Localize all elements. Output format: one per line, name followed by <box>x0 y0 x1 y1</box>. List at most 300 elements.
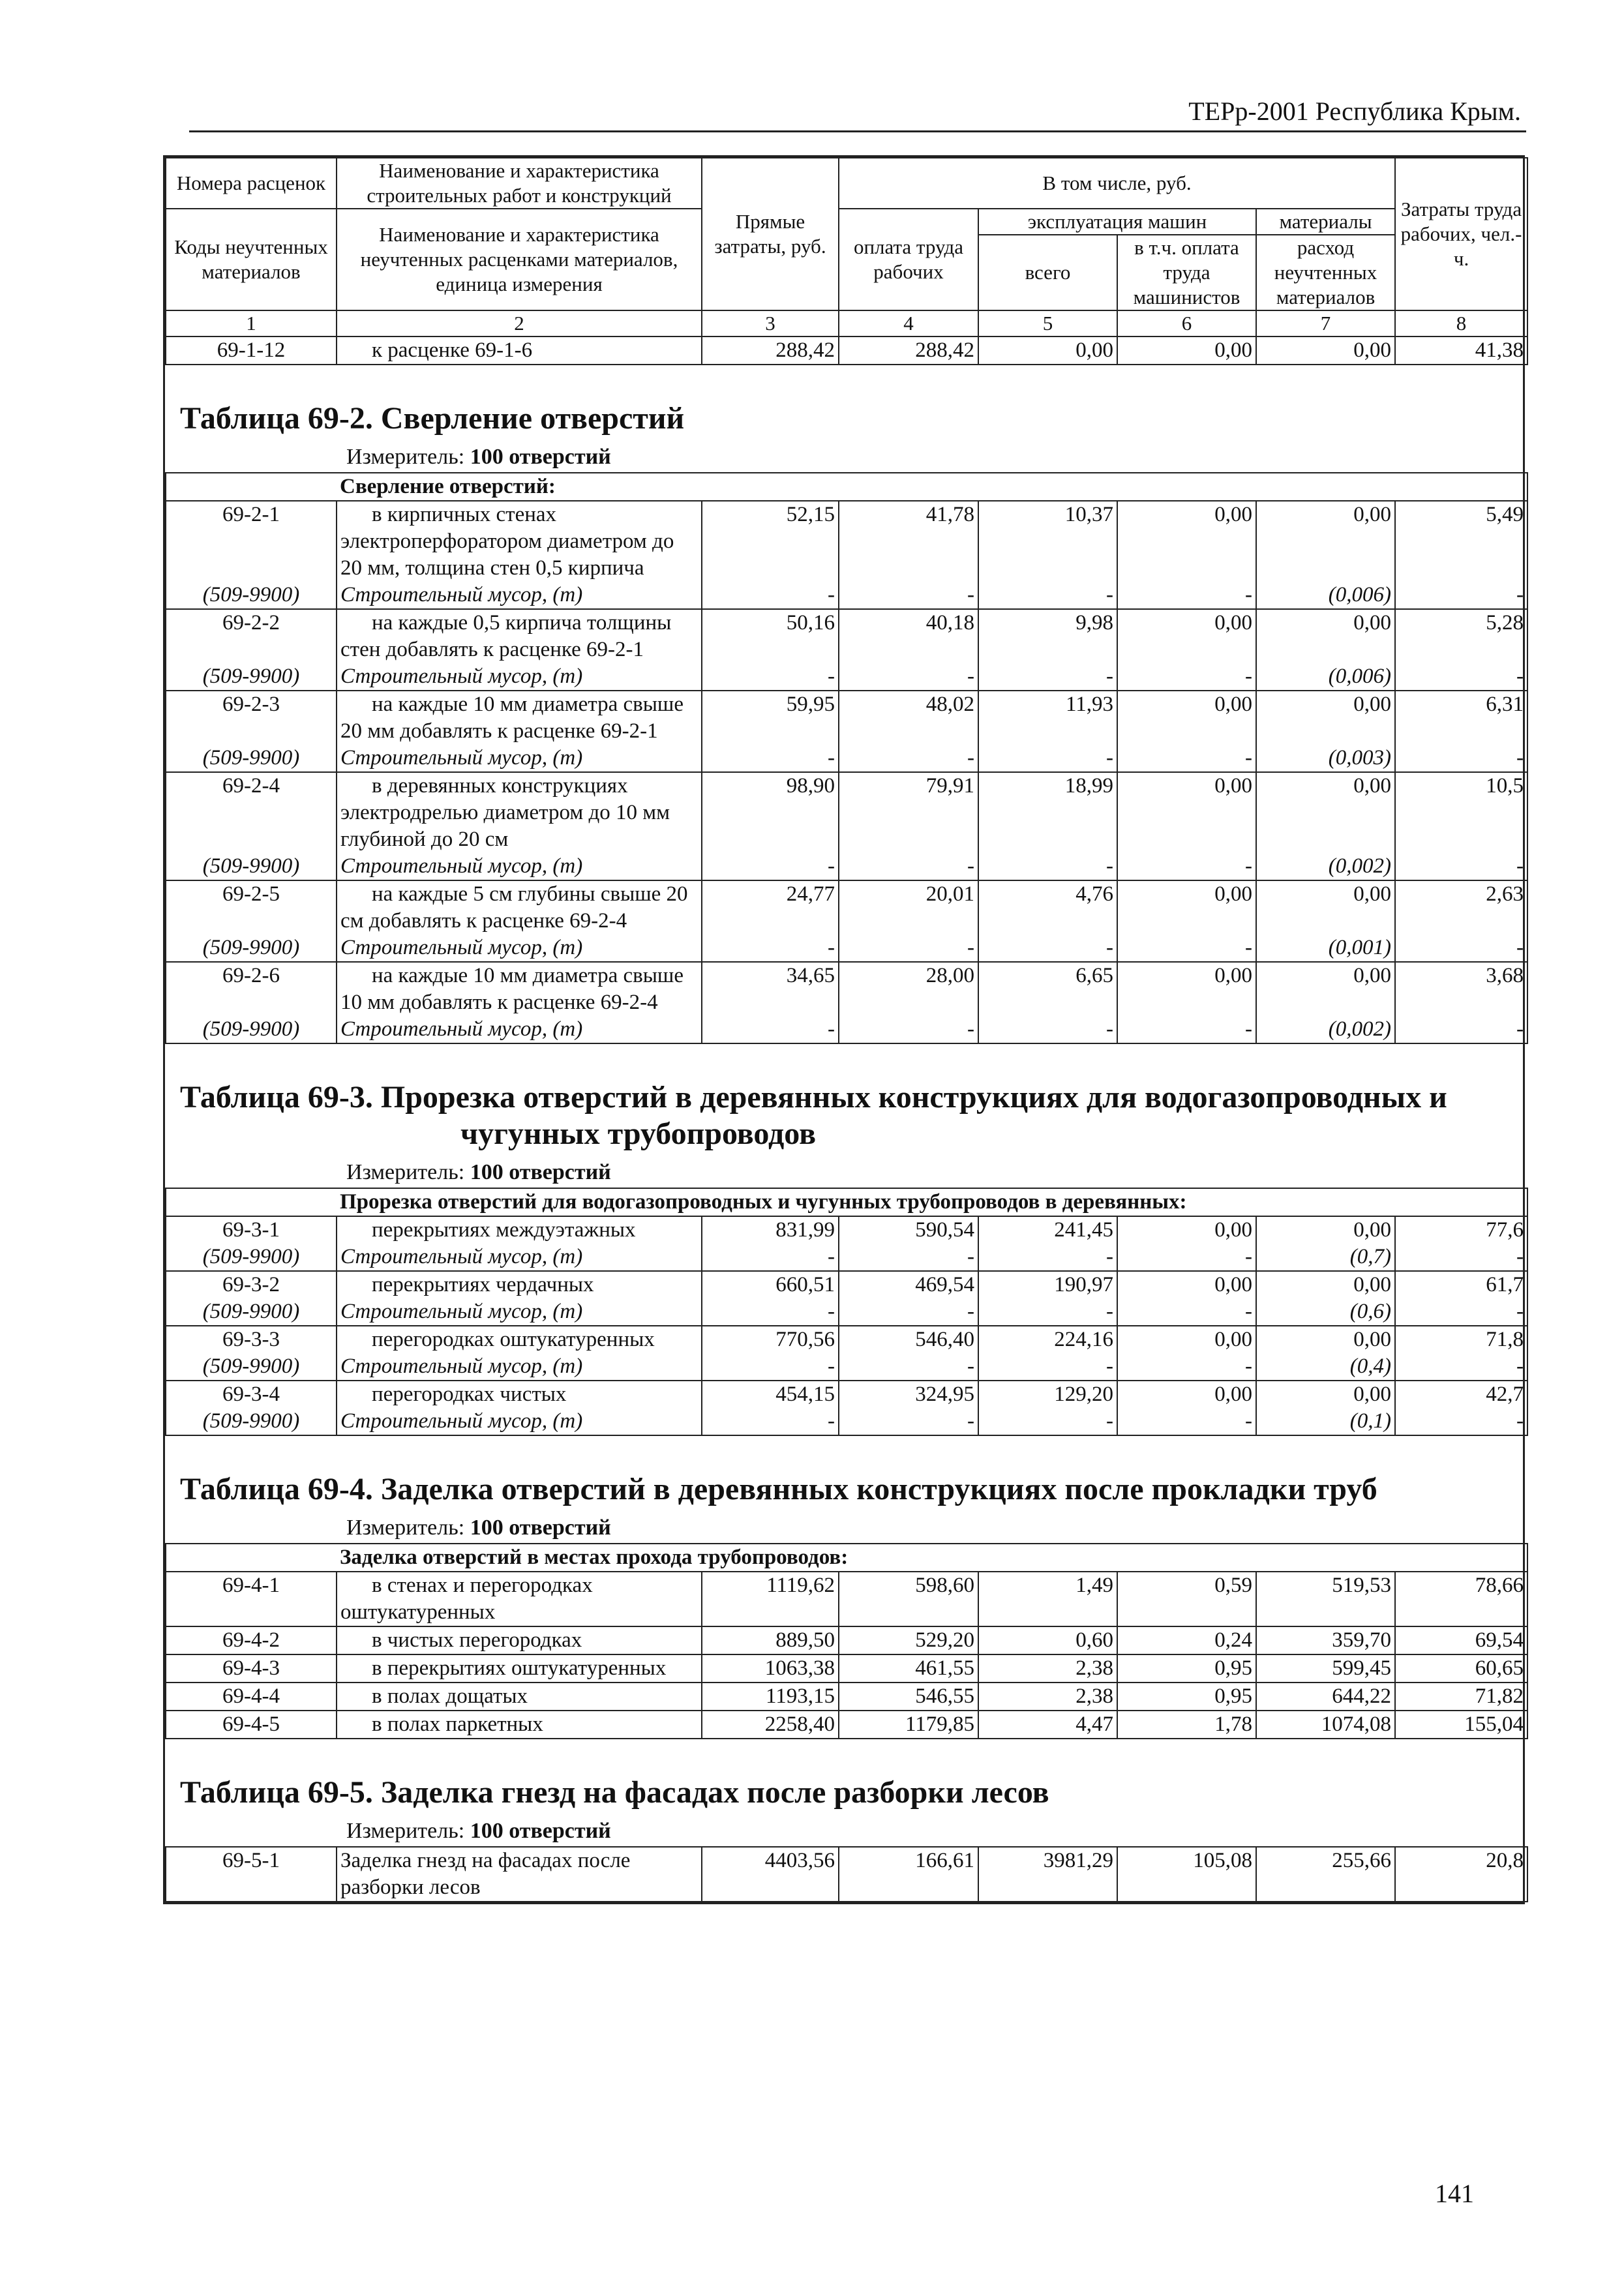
table-row <box>166 962 1527 1016</box>
col-workers-pay-header: оплата труда рабочих <box>839 209 978 310</box>
material-value: (0,006) <box>1256 663 1395 691</box>
rate-value: 255,66 <box>1256 1847 1395 1902</box>
rate-value: 0,00 <box>1117 501 1256 582</box>
material-code: (509-9900) <box>166 1016 337 1043</box>
rate-value: 1119,62 <box>702 1572 839 1626</box>
measure-label: Измеритель: <box>346 445 465 469</box>
material-value: - <box>978 745 1117 772</box>
rate-value: 41,78 <box>839 501 978 582</box>
material-value: - <box>978 853 1117 880</box>
measure-row <box>166 1816 1527 1847</box>
table-row <box>166 1381 1527 1408</box>
group-row <box>166 1544 1527 1572</box>
rate-value: 155,04 <box>1395 1711 1527 1739</box>
material-value: - <box>839 1353 978 1381</box>
rate-value: 0,00 <box>1117 962 1256 1016</box>
rate-value: 2,63 <box>1395 880 1527 935</box>
column-number: 6 <box>1117 310 1256 337</box>
material-value: - <box>1117 1353 1256 1381</box>
rate-value: 61,7 <box>1395 1271 1527 1298</box>
rate-value: 0,00 <box>1256 962 1395 1016</box>
rate-value: 9,98 <box>978 609 1117 663</box>
rate-value: 50,16 <box>702 609 839 663</box>
material-value: - <box>1117 1016 1256 1043</box>
rate-code: 69-2-4 <box>166 772 337 853</box>
rate-value: 1,49 <box>978 1572 1117 1626</box>
table-row <box>166 1271 1527 1298</box>
material-value: - <box>1117 853 1256 880</box>
material-value: - <box>839 582 978 609</box>
material-value: - <box>839 745 978 772</box>
rate-value: 60,65 <box>1395 1654 1527 1683</box>
table-row <box>166 1847 1527 1902</box>
rate-value: 770,56 <box>702 1326 839 1353</box>
measure-value: 100 отверстий <box>470 1160 611 1184</box>
rate-value: 0,24 <box>1117 1626 1256 1654</box>
material-value: (0,4) <box>1256 1353 1395 1381</box>
material-value: - <box>702 1298 839 1326</box>
page-header <box>189 98 1526 132</box>
material-row <box>166 1016 1527 1043</box>
rate-name: перегородках оштукатуренных <box>337 1326 702 1353</box>
material-value: (0,1) <box>1256 1408 1395 1435</box>
material-value: - <box>978 663 1117 691</box>
rate-value: 0,95 <box>1117 1683 1256 1711</box>
rate-value: 0,00 <box>1256 1326 1395 1353</box>
rate-value: 10,37 <box>978 501 1117 582</box>
material-row <box>166 582 1527 609</box>
material-name: Строительный мусор, (т) <box>337 745 702 772</box>
table-row <box>166 1326 1527 1353</box>
rate-value: 3,68 <box>1395 962 1527 1016</box>
material-value: - <box>978 1244 1117 1271</box>
rate-name: в деревянных конструкциях электродрелью диаметром до 10 мм глубиной до 20 см <box>337 772 702 853</box>
column-number: 8 <box>1395 310 1527 337</box>
rate-value: 71,82 <box>1395 1683 1527 1711</box>
material-row <box>166 745 1527 772</box>
rate-value: 41,38 <box>1395 337 1527 365</box>
material-row <box>166 1353 1527 1381</box>
rate-value: 461,55 <box>839 1654 978 1683</box>
rate-value: 546,55 <box>839 1683 978 1711</box>
material-name: Строительный мусор, (т) <box>337 1353 702 1381</box>
material-value: (0,001) <box>1256 935 1395 962</box>
rate-value: 644,22 <box>1256 1683 1395 1711</box>
rate-value: 0,00 <box>1256 691 1395 745</box>
rate-value: 98,90 <box>702 772 839 853</box>
rate-code: 69-5-1 <box>166 1847 337 1902</box>
material-code: (509-9900) <box>166 1408 337 1435</box>
col-in-total-header: В том числе, руб. <box>839 158 1395 209</box>
material-value: - <box>702 1353 839 1381</box>
table-row <box>166 1654 1527 1683</box>
material-value: (0,006) <box>1256 582 1395 609</box>
rate-value: 34,65 <box>702 962 839 1016</box>
rate-value: 71,8 <box>1395 1326 1527 1353</box>
table-section-title <box>166 1043 1527 1158</box>
rate-value: 52,15 <box>702 501 839 582</box>
rate-name: на каждые 10 мм диаметра свыше 20 мм добавлять к расценке 69-2-1 <box>337 691 702 745</box>
table-row <box>166 1216 1527 1244</box>
rate-value: 5,28 <box>1395 609 1527 663</box>
column-number: 1 <box>166 310 337 337</box>
measure-label: Измеритель: <box>346 1819 465 1843</box>
rate-value: 0,59 <box>1117 1572 1256 1626</box>
group-row <box>166 1188 1527 1216</box>
material-value: - <box>978 582 1117 609</box>
material-value: - <box>702 1016 839 1043</box>
rate-name: в чистых перегородках <box>337 1626 702 1654</box>
col-labor-hours-header: Затраты труда рабочих, чел.-ч. <box>1395 158 1527 310</box>
table-section-title-row <box>166 1739 1527 1816</box>
rate-name: на каждые 0,5 кирпича толщины стен добавлять к расценке 69-2-1 <box>337 609 702 663</box>
material-value: - <box>1395 1016 1527 1043</box>
rate-value: 69,54 <box>1395 1626 1527 1654</box>
rate-value: 0,00 <box>1256 772 1395 853</box>
header-row-1 <box>166 158 1527 209</box>
col-machines-header: эксплуатация машин <box>978 209 1256 235</box>
material-value: - <box>839 1244 978 1271</box>
column-numbers-row <box>166 310 1527 337</box>
rate-value: 5,49 <box>1395 501 1527 582</box>
rate-code: 69-2-3 <box>166 691 337 745</box>
rate-value: 0,00 <box>1256 501 1395 582</box>
section-title-cont: чугунных трубопроводов <box>460 1116 816 1151</box>
material-value: (0,6) <box>1256 1298 1395 1326</box>
material-row <box>166 1244 1527 1271</box>
material-value: - <box>978 935 1117 962</box>
rate-code: 69-4-4 <box>166 1683 337 1711</box>
material-row <box>166 1408 1527 1435</box>
rate-value: 190,97 <box>978 1271 1117 1298</box>
material-row <box>166 663 1527 691</box>
rate-value: 288,42 <box>839 337 978 365</box>
table-section-title-row <box>166 365 1527 442</box>
rate-value: 20,8 <box>1395 1847 1527 1902</box>
rate-value: 0,00 <box>1256 880 1395 935</box>
rate-name: в полах дощатых <box>337 1683 702 1711</box>
table-section-title <box>166 365 1527 442</box>
material-row <box>166 853 1527 880</box>
rate-code: 69-4-5 <box>166 1711 337 1739</box>
rate-code: 69-2-5 <box>166 880 337 935</box>
material-value: (0,002) <box>1256 1016 1395 1043</box>
material-value: - <box>702 1408 839 1435</box>
rate-value: 0,00 <box>1117 691 1256 745</box>
rate-value: 0,00 <box>978 337 1117 365</box>
rate-value: 599,45 <box>1256 1654 1395 1683</box>
material-value: - <box>1395 663 1527 691</box>
rate-value: 42,7 <box>1395 1381 1527 1408</box>
material-value: - <box>1395 1298 1527 1326</box>
rate-name: в полах паркетных <box>337 1711 702 1739</box>
rate-code: 69-2-2 <box>166 609 337 663</box>
rate-value: 10,5 <box>1395 772 1527 853</box>
rate-value: 6,65 <box>978 962 1117 1016</box>
material-value: - <box>1395 1408 1527 1435</box>
rate-value: 0,00 <box>1117 337 1256 365</box>
rate-value: 0,00 <box>1256 1216 1395 1244</box>
group-spacer <box>166 473 337 501</box>
rate-value: 2,38 <box>978 1683 1117 1711</box>
column-number: 7 <box>1256 310 1395 337</box>
material-name: Строительный мусор, (т) <box>337 663 702 691</box>
rate-value: 78,66 <box>1395 1572 1527 1626</box>
table-section-title <box>166 1435 1527 1513</box>
rates-table <box>165 157 1528 1902</box>
measure-row <box>166 1513 1527 1544</box>
column-number: 5 <box>978 310 1117 337</box>
material-value: - <box>1117 935 1256 962</box>
col-operators-pay-header: в т.ч. оплата труда машинистов <box>1117 235 1256 310</box>
material-value: - <box>1395 745 1527 772</box>
material-code: (509-9900) <box>166 745 337 772</box>
rate-name: Заделка гнезд на фасадах после разборки лесов <box>337 1847 702 1902</box>
group-title: Заделка отверстий в местах прохода трубопроводов: <box>337 1544 1527 1572</box>
rate-value: 241,45 <box>978 1216 1117 1244</box>
measure-value: 100 отверстий <box>470 1819 611 1843</box>
rate-value: 20,01 <box>839 880 978 935</box>
rate-value: 48,02 <box>839 691 978 745</box>
rate-value: 0,00 <box>1256 337 1395 365</box>
rate-value: 0,00 <box>1117 1216 1256 1244</box>
rate-value: 59,95 <box>702 691 839 745</box>
rate-name: перекрытиях чердачных <box>337 1271 702 1298</box>
material-value: - <box>1395 1244 1527 1271</box>
table-row <box>166 609 1527 663</box>
material-name: Строительный мусор, (т) <box>337 1298 702 1326</box>
section-title: Таблица 69-2. Сверление отверстий <box>180 401 685 436</box>
rate-value: 359,70 <box>1256 1626 1395 1654</box>
rate-value: 454,15 <box>702 1381 839 1408</box>
material-value: - <box>978 1408 1117 1435</box>
rate-value: 598,60 <box>839 1572 978 1626</box>
material-code: (509-9900) <box>166 663 337 691</box>
rate-value: 519,53 <box>1256 1572 1395 1626</box>
rate-name: перегородках чистых <box>337 1381 702 1408</box>
material-name: Строительный мусор, (т) <box>337 1244 702 1271</box>
rate-code: 69-2-1 <box>166 501 337 582</box>
material-value: - <box>1395 582 1527 609</box>
rate-code: 69-3-2 <box>166 1271 337 1298</box>
rate-value: 0,00 <box>1256 1381 1395 1408</box>
material-code: (509-9900) <box>166 1298 337 1326</box>
material-value: - <box>702 935 839 962</box>
section-title: Таблица 69-3. Прорезка отверстий в деревянных конструкциях для водогазопроводных и <box>180 1080 1447 1115</box>
section-title: Таблица 69-4. Заделка отверстий в деревянных конструкциях после прокладки труб <box>180 1472 1377 1506</box>
table-row <box>166 1572 1527 1626</box>
material-value: - <box>702 582 839 609</box>
material-row <box>166 1298 1527 1326</box>
header-row-2 <box>166 209 1527 235</box>
rate-value: 129,20 <box>978 1381 1117 1408</box>
table-row <box>166 1683 1527 1711</box>
rate-value: 6,31 <box>1395 691 1527 745</box>
material-code: (509-9900) <box>166 582 337 609</box>
rate-value: 831,99 <box>702 1216 839 1244</box>
material-code: (509-9900) <box>166 1353 337 1381</box>
material-value: - <box>978 1353 1117 1381</box>
rate-value: 11,93 <box>978 691 1117 745</box>
rate-value: 0,00 <box>1117 1381 1256 1408</box>
rate-value: 889,50 <box>702 1626 839 1654</box>
rate-value: 469,54 <box>839 1271 978 1298</box>
col-material-name-header: Наименование и характеристика неучтенных расценками материалов, единица измерения <box>337 209 702 310</box>
rate-value: 24,77 <box>702 880 839 935</box>
measure-label: Измеритель: <box>346 1160 465 1184</box>
rate-code: 69-4-3 <box>166 1654 337 1683</box>
col-materials-header: материалы <box>1256 209 1395 235</box>
rate-value: 1074,08 <box>1256 1711 1395 1739</box>
rate-value: 0,00 <box>1117 1271 1256 1298</box>
material-value: - <box>702 663 839 691</box>
rate-value: 1193,15 <box>702 1683 839 1711</box>
rate-value: 77,6 <box>1395 1216 1527 1244</box>
rate-value: 0,00 <box>1117 609 1256 663</box>
material-code: (509-9900) <box>166 853 337 880</box>
material-value: - <box>1117 663 1256 691</box>
measure <box>166 1513 1527 1544</box>
table-row <box>166 691 1527 745</box>
col-material-usage-header: расход неучтенных материалов <box>1256 235 1395 310</box>
table-row <box>166 1711 1527 1739</box>
material-value: - <box>702 1244 839 1271</box>
rate-value: 2,38 <box>978 1654 1117 1683</box>
material-value: - <box>1117 1408 1256 1435</box>
rate-value: 105,08 <box>1117 1847 1256 1902</box>
group-row <box>166 473 1527 501</box>
rate-value: 166,61 <box>839 1847 978 1902</box>
table-row <box>166 880 1527 935</box>
rate-name: в перекрытиях оштукатуренных <box>337 1654 702 1683</box>
rate-code: 69-4-1 <box>166 1572 337 1626</box>
rate-value: 0,00 <box>1117 880 1256 935</box>
rate-value: 0,00 <box>1256 1271 1395 1298</box>
col-direct-costs-header: Прямые затраты, руб. <box>702 158 839 310</box>
material-value: - <box>839 1298 978 1326</box>
col-machines-total-header: всего <box>978 235 1117 310</box>
rate-value: 0,00 <box>1256 609 1395 663</box>
material-name: Строительный мусор, (т) <box>337 853 702 880</box>
group-spacer <box>166 1188 337 1216</box>
table-row <box>166 1626 1527 1654</box>
rate-code: 69-3-3 <box>166 1326 337 1353</box>
rate-name: к расценке 69-1-6 <box>337 337 702 365</box>
measure <box>166 442 1527 473</box>
material-value: (0,002) <box>1256 853 1395 880</box>
rate-value: 0,00 <box>1117 1326 1256 1353</box>
table-section-title-row <box>166 1043 1527 1158</box>
measure-row <box>166 1158 1527 1188</box>
material-value: - <box>702 745 839 772</box>
group-title: Сверление отверстий: <box>337 473 1527 501</box>
rate-value: 1179,85 <box>839 1711 978 1739</box>
rate-value: 1063,38 <box>702 1654 839 1683</box>
rate-code: 69-3-1 <box>166 1216 337 1244</box>
group-title: Прорезка отверстий для водогазопроводных и чугунных трубопроводов в деревянных: <box>337 1188 1527 1216</box>
table-section-title <box>166 1739 1527 1816</box>
rate-value: 4,76 <box>978 880 1117 935</box>
rate-value: 2258,40 <box>702 1711 839 1739</box>
rate-name: на каждые 5 см глубины свыше 20 см добавлять к расценке 69-2-4 <box>337 880 702 935</box>
rate-name: на каждые 10 мм диаметра свыше 10 мм добавлять к расценке 69-2-4 <box>337 962 702 1016</box>
measure-label: Измеритель: <box>346 1516 465 1540</box>
material-name: Строительный мусор, (т) <box>337 1408 702 1435</box>
table-row <box>166 337 1527 365</box>
material-value: - <box>839 1408 978 1435</box>
rate-value: 28,00 <box>839 962 978 1016</box>
rate-value: 590,54 <box>839 1216 978 1244</box>
rate-code: 69-4-2 <box>166 1626 337 1654</box>
table-section-title-row <box>166 1435 1527 1513</box>
rate-value: 0,95 <box>1117 1654 1256 1683</box>
material-value: - <box>1395 935 1527 962</box>
col-rate-number-header: Номера расценок <box>166 158 337 209</box>
material-value: - <box>978 1016 1117 1043</box>
rate-code: 69-2-6 <box>166 962 337 1016</box>
material-value: - <box>1117 582 1256 609</box>
material-value: - <box>839 663 978 691</box>
rate-value: 546,40 <box>839 1326 978 1353</box>
measure-value: 100 отверстий <box>470 445 611 469</box>
rate-code: 69-3-4 <box>166 1381 337 1408</box>
material-value: - <box>1117 1298 1256 1326</box>
col-work-name-header: Наименование и характеристика строительных работ и конструкций <box>337 158 702 209</box>
rate-name: в кирпичных стенах электроперфоратором диаметром до 20 мм, толщина стен 0,5 кирпича <box>337 501 702 582</box>
material-name: Строительный мусор, (т) <box>337 582 702 609</box>
column-number: 4 <box>839 310 978 337</box>
rate-value: 40,18 <box>839 609 978 663</box>
section-title: Таблица 69-5. Заделка гнезд на фасадах после разборки лесов <box>180 1775 1049 1810</box>
measure <box>166 1158 1527 1188</box>
rate-value: 3981,29 <box>978 1847 1117 1902</box>
rate-value: 4403,56 <box>702 1847 839 1902</box>
rate-value: 288,42 <box>702 337 839 365</box>
col-material-codes-header: Коды неучтенных материалов <box>166 209 337 310</box>
measure-value: 100 отверстий <box>470 1516 611 1540</box>
material-name: Строительный мусор, (т) <box>337 1016 702 1043</box>
rate-value: 0,00 <box>1117 772 1256 853</box>
material-value: - <box>1395 853 1527 880</box>
material-value: (0,003) <box>1256 745 1395 772</box>
material-value: - <box>1117 1244 1256 1271</box>
material-value: (0,7) <box>1256 1244 1395 1271</box>
rate-value: 0,60 <box>978 1626 1117 1654</box>
material-value: - <box>839 1016 978 1043</box>
material-name: Строительный мусор, (т) <box>337 935 702 962</box>
rate-value: 1,78 <box>1117 1711 1256 1739</box>
material-value: - <box>702 853 839 880</box>
rate-code: 69-1-12 <box>166 337 337 365</box>
material-code: (509-9900) <box>166 935 337 962</box>
material-code: (509-9900) <box>166 1244 337 1271</box>
table-row <box>166 501 1527 582</box>
table-body <box>166 158 1527 1902</box>
page-number: 141 <box>1435 2179 1474 2208</box>
material-value: - <box>839 935 978 962</box>
material-value: - <box>1117 745 1256 772</box>
material-row <box>166 935 1527 962</box>
rate-value: 4,47 <box>978 1711 1117 1739</box>
rate-value: 79,91 <box>839 772 978 853</box>
table-row <box>166 772 1527 853</box>
rate-value: 18,99 <box>978 772 1117 853</box>
material-value: - <box>1395 1353 1527 1381</box>
rate-name: в стенах и перегородках оштукатуренных <box>337 1572 702 1626</box>
group-spacer <box>166 1544 337 1572</box>
rate-value: 529,20 <box>839 1626 978 1654</box>
measure-row <box>166 442 1527 473</box>
